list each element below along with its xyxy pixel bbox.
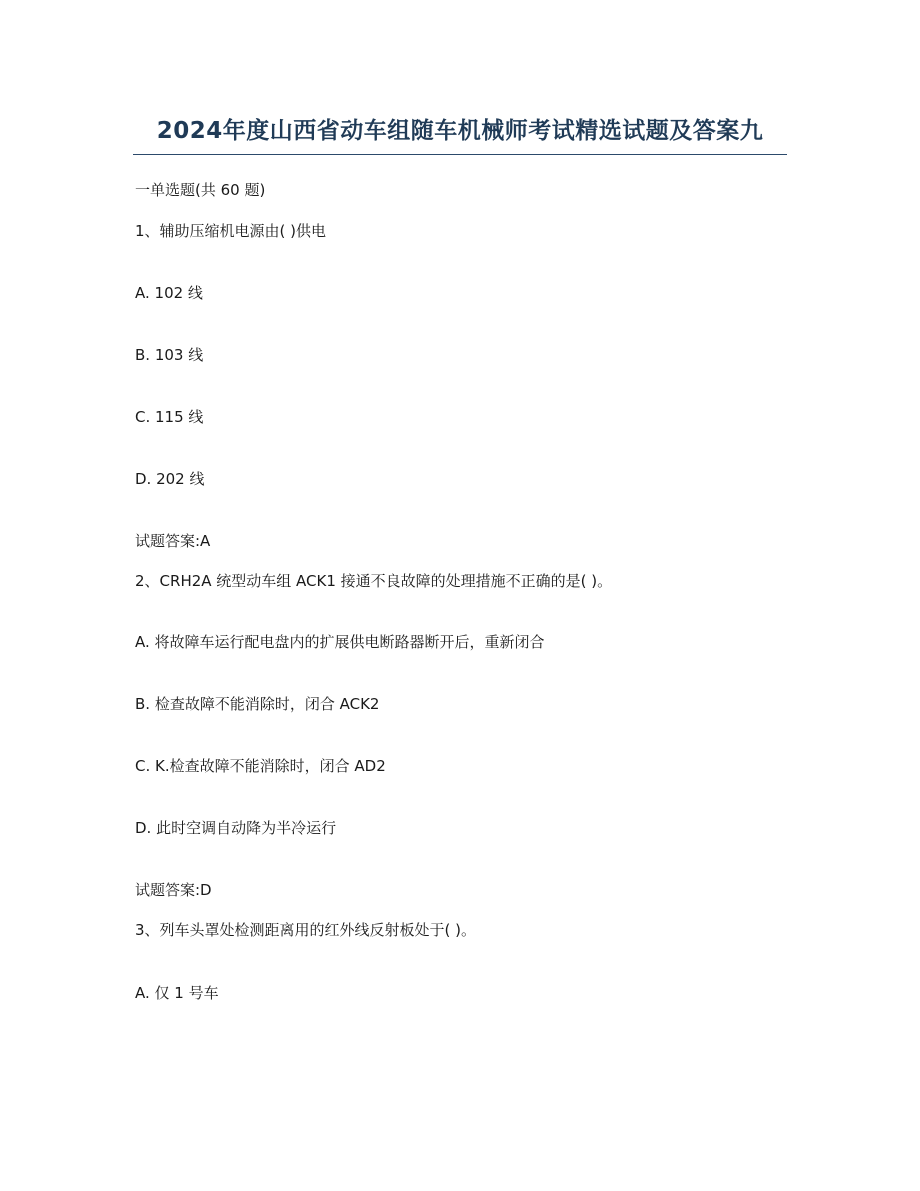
question-2-option-b: B. 检查故障不能消除时，闭合 ACK2 — [135, 695, 380, 713]
title-divider — [133, 154, 787, 155]
question-1-option-a: A. 102 线 — [135, 284, 203, 302]
question-1-answer: 试题答案:A — [135, 532, 211, 550]
question-2-stem: 2、CRH2A 统型动车组 ACK1 接通不良故障的处理措施不正确的是( )。 — [135, 572, 613, 590]
document-title: 2024年度山西省动车组随车机械师考试精选试题及答案九 — [156, 118, 764, 144]
question-2-option-d: D. 此时空调自动降为半冷运行 — [135, 819, 337, 837]
question-2-answer: 试题答案:D — [135, 881, 212, 899]
question-2-option-c: C. K.检查故障不能消除时，闭合 AD2 — [135, 757, 386, 775]
question-3-stem: 3、列车头罩处检测距离用的红外线反射板处于( )。 — [135, 921, 477, 939]
question-1-option-c: C. 115 线 — [135, 408, 204, 426]
question-1-option-d: D. 202 线 — [135, 470, 205, 488]
question-1-option-b: B. 103 线 — [135, 346, 204, 364]
section-heading: 一单选题(共 60 题) — [135, 181, 266, 199]
question-1-stem: 1、辅助压缩机电源由( )供电 — [135, 222, 327, 240]
question-2-option-a: A. 将故障车运行配电盘内的扩展供电断路器断开后，重新闭合 — [135, 633, 545, 651]
question-3-option-a: A. 仅 1 号车 — [135, 984, 219, 1002]
